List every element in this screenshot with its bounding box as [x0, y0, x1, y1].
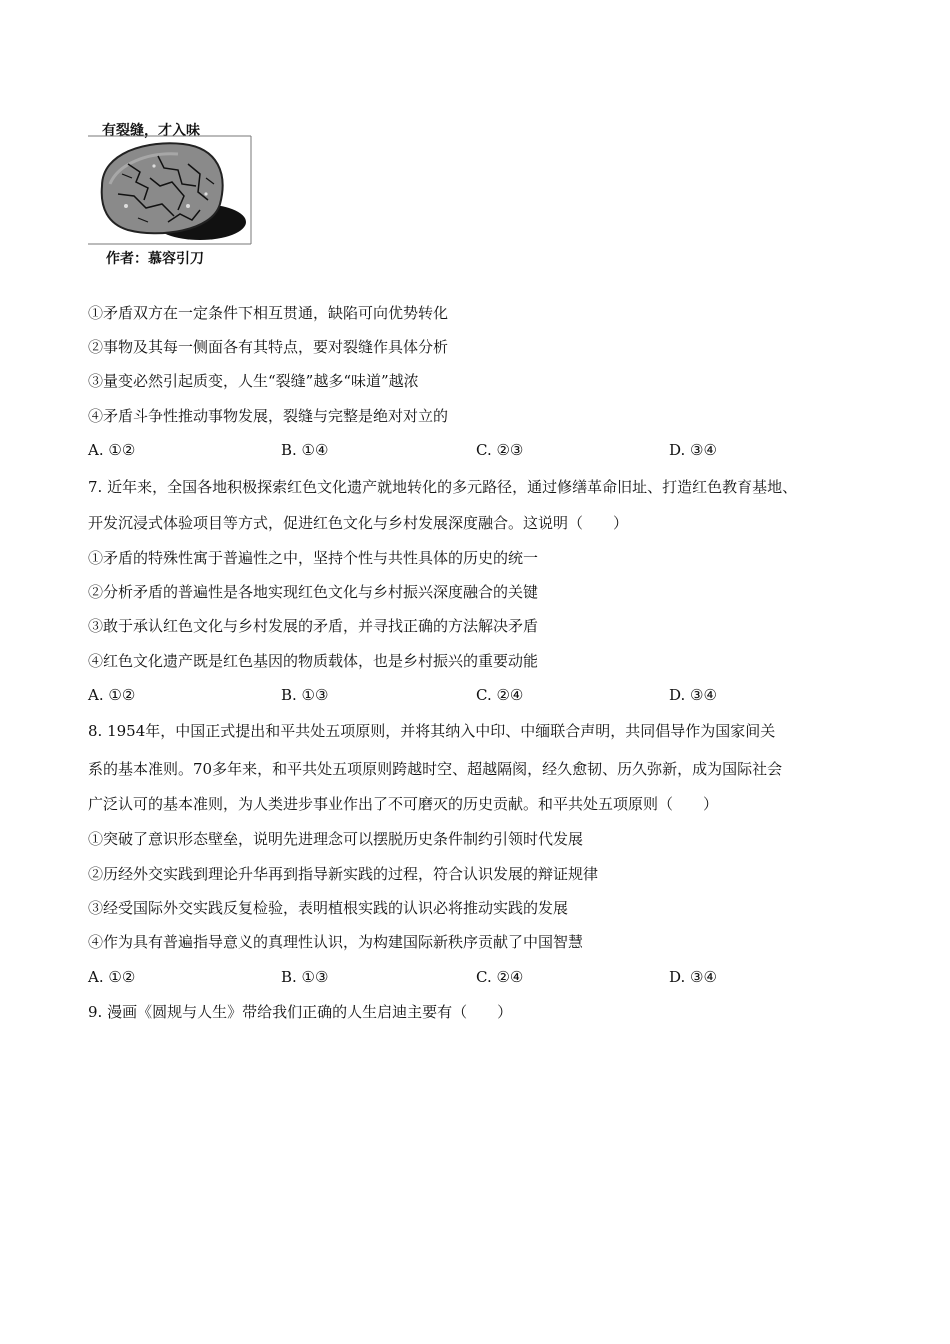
cartoon-author: 作者：慕容引刀 [106, 251, 204, 267]
q8-option-a[interactable]: A. ①② [88, 968, 136, 986]
q6-option-b[interactable]: B. ①④ [281, 441, 329, 459]
q6-statement-3: ③量变必然引起质变，人生“裂缝”越多“味道”越浓 [88, 372, 419, 390]
q7-option-c[interactable]: C. ②④ [476, 686, 524, 704]
q6-statement-2: ②事物及其每一侧面各有其特点，要对裂缝作具体分析 [88, 338, 449, 356]
q8-statement-1: ①突破了意识形态壁垒，说明先进理念可以摆脱历史条件制约引领时代发展 [88, 830, 584, 848]
q6-option-d[interactable]: D. ③④ [669, 441, 717, 459]
q8-stem-line-3: 广泛认可的基本准则，为人类进步事业作出了不可磨灭的历史贡献。和平共处五项原则（ ） [88, 795, 719, 813]
q7-option-d[interactable]: D. ③④ [669, 686, 717, 704]
q8-stem-line-1: 8. 1954年，中国正式提出和平共处五项原则，并将其纳入中印、中缅联合声明，共同倡导作为国家间关 [88, 722, 776, 740]
q7-options [88, 685, 848, 705]
q6-statement-4: ④矛盾斗争性推动事物发展，裂缝与完整是绝对对立的 [88, 407, 449, 425]
q6-option-c[interactable]: C. ②③ [476, 441, 524, 459]
cracked-egg-illustration [88, 134, 253, 246]
q7-stem-line-2: 开发沉浸式体验项目等方式，促进红色文化与乡村发展深度融合。这说明（ ） [88, 514, 629, 532]
q7-option-b[interactable]: B. ①③ [281, 686, 329, 704]
q7-stem-line-1: 7. 近年来，全国各地积极探索红色文化遗产就地转化的多元路径，通过修缮革命旧址、打造红色教育基地、 [88, 478, 798, 496]
q8-options [88, 967, 848, 987]
cartoon-figure [88, 118, 258, 268]
q8-option-c[interactable]: C. ②④ [476, 968, 524, 986]
q9-stem: 9. 漫画《圆规与人生》带给我们正确的人生启迪主要有（ ） [88, 1003, 513, 1021]
q6-options [88, 440, 848, 460]
q8-option-d[interactable]: D. ③④ [669, 968, 717, 986]
q6-option-a[interactable]: A. ①② [88, 441, 136, 459]
q8-statement-2: ②历经外交实践到理论升华再到指导新实践的过程，符合认识发展的辩证规律 [88, 865, 599, 883]
q8-stem-line-2: 系的基本准则。70多年来，和平共处五项原则跨越时空、超越隔阂，经久愈韧、历久弥新，成为国际社会 [88, 760, 783, 778]
q7-statement-1: ①矛盾的特殊性寓于普遍性之中，坚持个性与共性具体的历史的统一 [88, 549, 539, 567]
q8-statement-4: ④作为具有普遍指导意义的真理性认识，为构建国际新秩序贡献了中国智慧 [88, 933, 584, 951]
q6-statement-1: ①矛盾双方在一定条件下相互贯通，缺陷可向优势转化 [88, 304, 449, 322]
q7-statement-4: ④红色文化遗产既是红色基因的物质载体，也是乡村振兴的重要动能 [88, 652, 539, 670]
q7-statement-3: ③敢于承认红色文化与乡村发展的矛盾，并寻找正确的方法解决矛盾 [88, 617, 539, 635]
q8-option-b[interactable]: B. ①③ [281, 968, 329, 986]
cartoon-title: 有裂缝，才入味 [102, 123, 200, 139]
q7-statement-2: ②分析矛盾的普遍性是各地实现红色文化与乡村振兴深度融合的关键 [88, 583, 539, 601]
q7-option-a[interactable]: A. ①② [88, 686, 136, 704]
q8-statement-3: ③经受国际外交实践反复检验，表明植根实践的认识必将推动实践的发展 [88, 899, 569, 917]
